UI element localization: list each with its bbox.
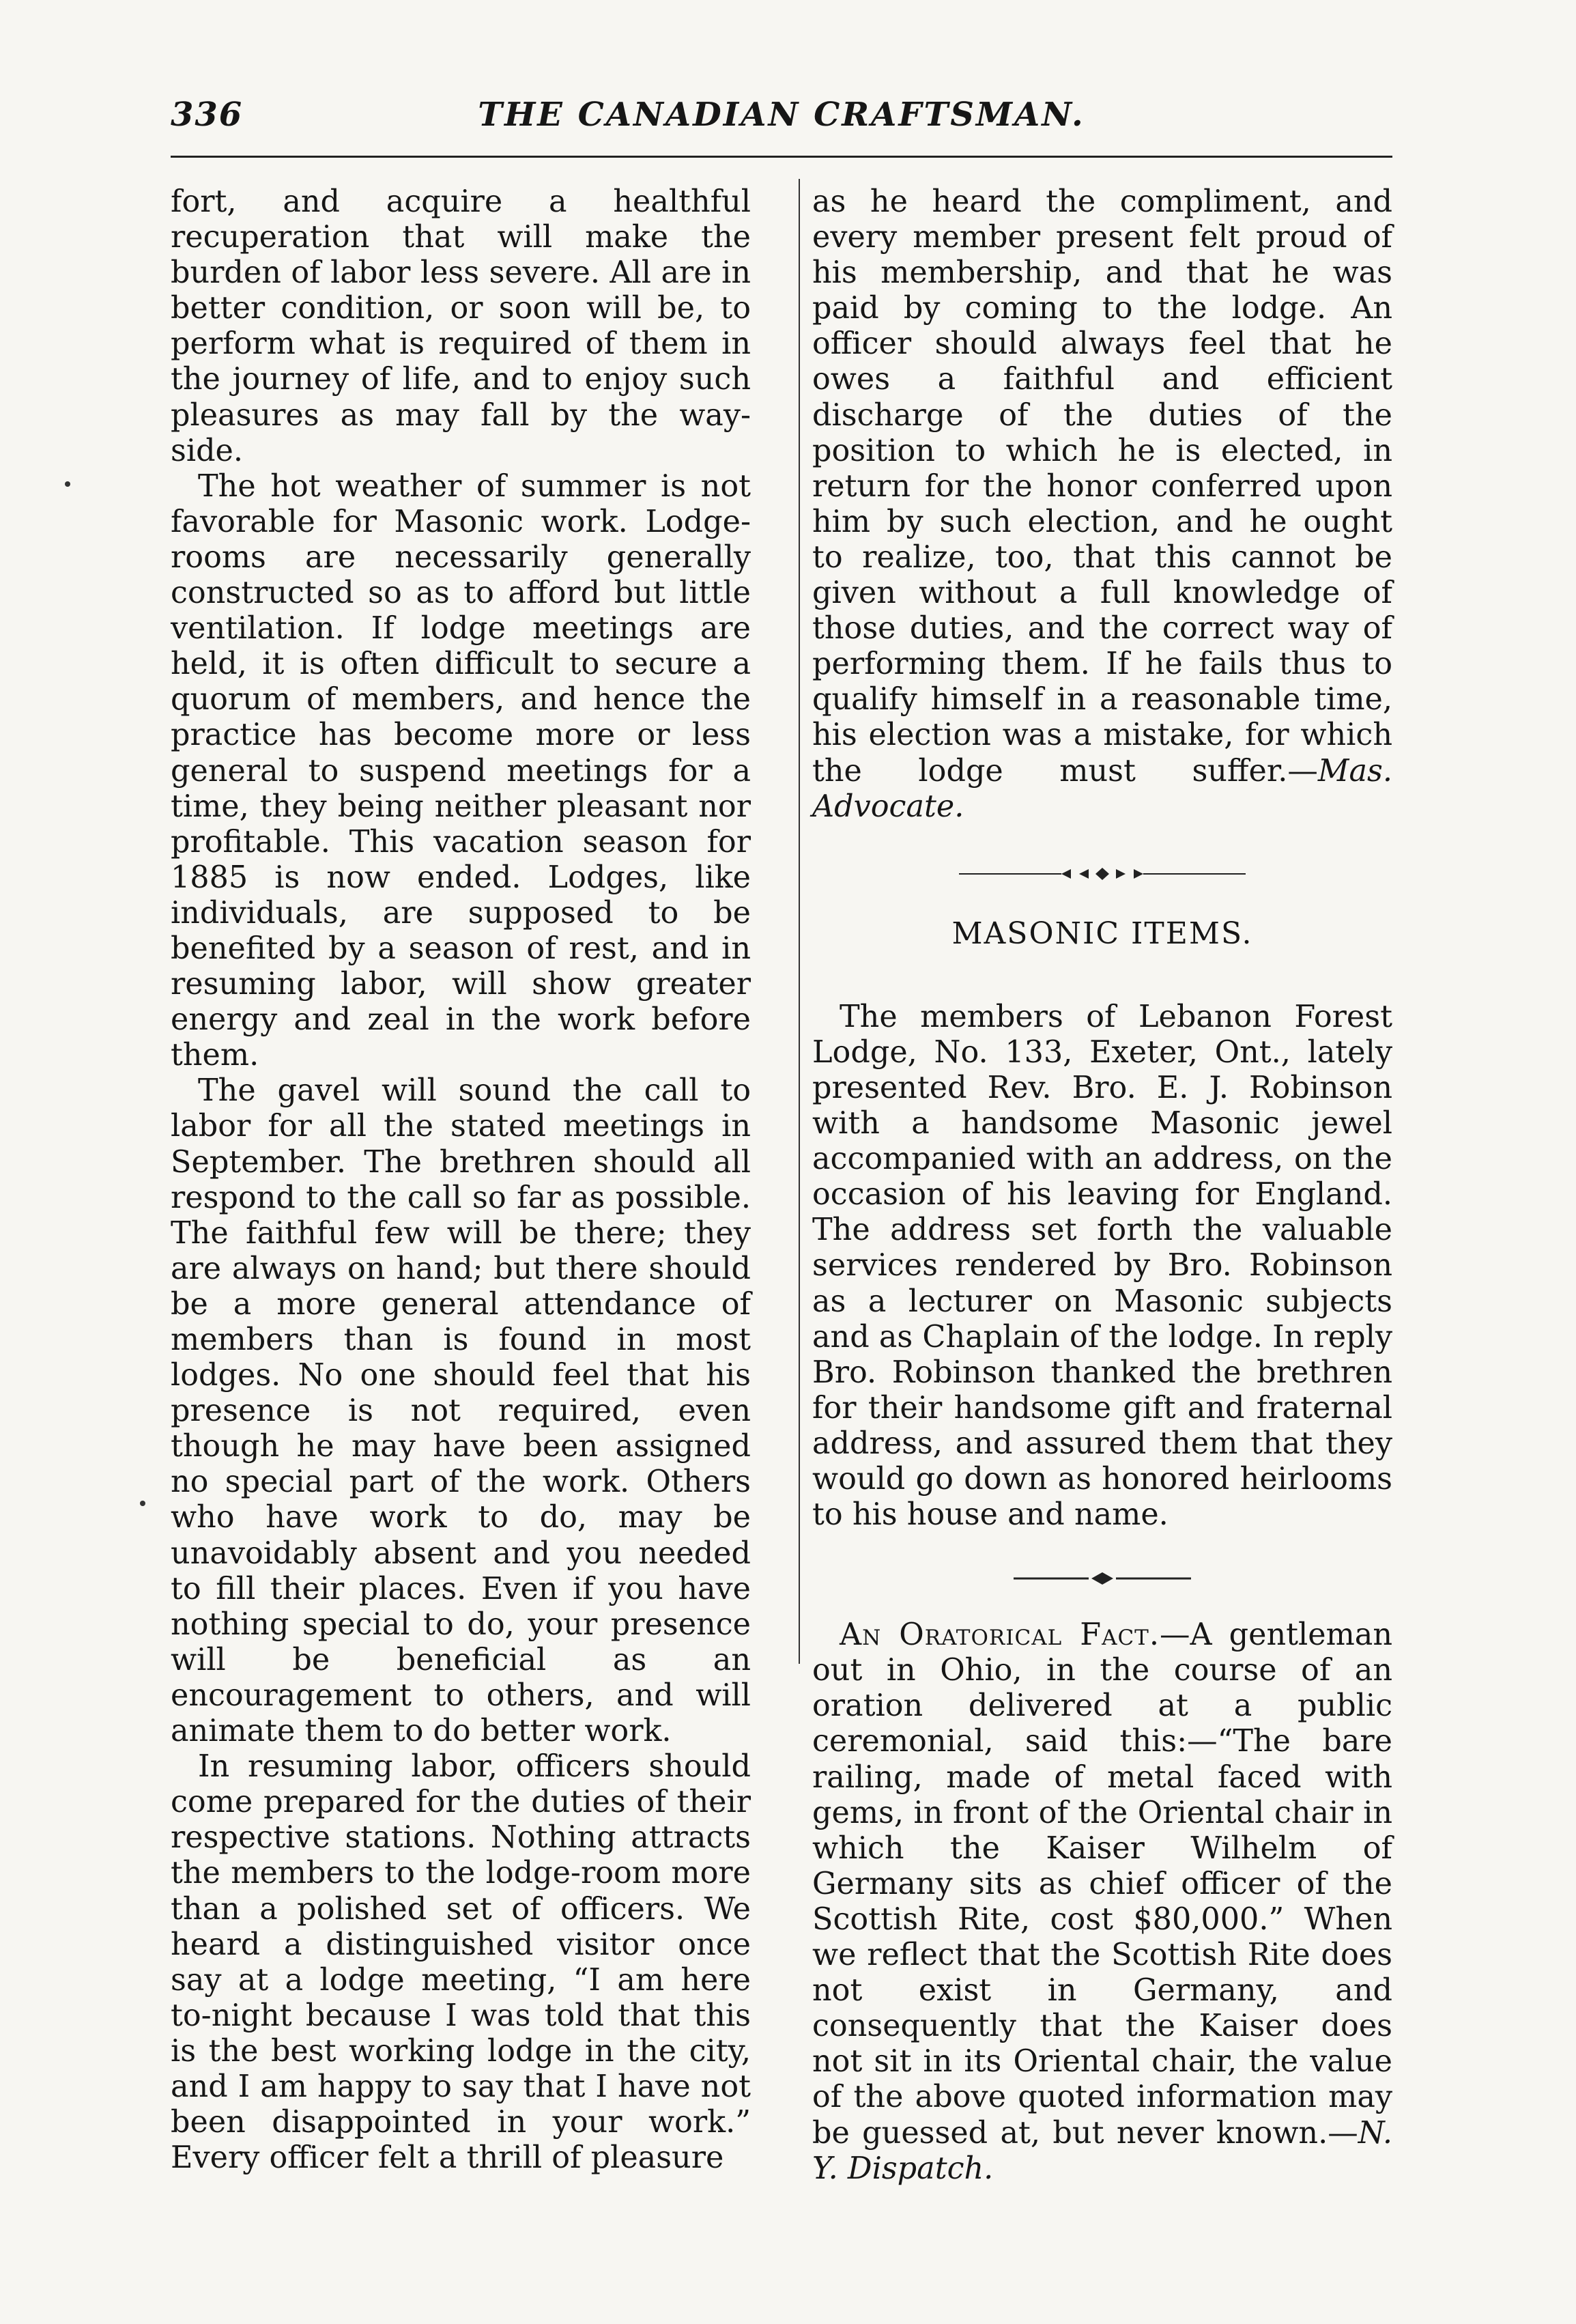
page-number: 336 [171,96,244,134]
news-item: The members of Lebanon Forest Lodge, No. 133, Exeter, Ont., lately presented Rev. Bro. E. J. Robinson with a handsome Masonic jewel accompanied with an address, on the occasion of his leaving for England. The address set forth the valuable services rendered by Bro. Robinson as a lecturer on Masonic subjects and as Chaplain of the lodge. In reply Bro. Robinson thanked the brethren for their handsome gift and fraternal address, and assured them that they would go down as honored heirlooms to his house and name. [812,999,1392,1533]
item-lead-in: An Oratorical Fact. [840,1617,1160,1653]
left-column [171,184,751,2176]
margin-mark [65,481,70,487]
article-paragraph: fort, and acquire a healthful recuperation that will make the burden of labor less severe. All are in better condition, or soon will be, to perform what is required of them in the journey of life, and to enjoy such pleasures as may fall by the way-side. [171,184,751,468]
running-head [171,96,1392,150]
source-credit: Mas. Advocate. [812,753,1392,824]
journal-title: THE CANADIAN CRAFTSMAN. [478,96,1085,134]
column-divider [799,179,800,1664]
item-text: —A gentleman out in Ohio, in the course of an oration delivered at a public ceremonial, said this:—“The bare railing, made of metal faced with gems, in front of the Oriental chair in which the Kaiser Wilhelm of Germany sits as chief officer of the Scottish Rite, cost $80,000.” When we reflect that the Scottish Rite does not exist in Germany, and consequently that the Kaiser does not sit in its Oriental chair, the value of the above quoted information may be guessed at, but never known.— [812,1617,1392,2151]
source-credit: N. Y. Dispatch. [812,2115,1392,2186]
right-column [812,184,1392,2187]
continuation-text: as he heard the compliment, and every member present felt proud of his membership, and that he was paid by coming to the lodge. An officer should always feel that he owes a faithful and efficient discharge of the duties of the position to which he is elected, in return for the honor conferred upon him by such election, and he ought to realize, too, that this cannot be given without a full knowledge of those duties, and the correct way of performing them. If he fails thus to qualify himself in a reasonable time, his election was a mistake, for which the lodge must suffer.— [812,184,1392,789]
ornamental-rule-divider [959,866,1246,882]
article-paragraph: The hot weather of summer is not favorable for Masonic work. Lodge-rooms are necessarily generally constructed so as to afford but little ventilation. If lodge meetings are held, it is often difficult to secure a quorum of members, and hence the practice has become more or less general to suspend meetings for a time, they being neither pleasant nor profitable. This vacation season for 1885 is now ended. Lodges, like individuals, are supposed to be benefited by a season of rest, and in resuming labor, will show greater energy and zeal in the work before them. [171,468,751,1073]
header-rule [171,156,1392,158]
ornamental-rule-divider [1014,1570,1191,1587]
margin-mark [140,1501,145,1506]
article-paragraph: The gavel will sound the call to labor for all the stated meetings in September. The brethren should all respond to the call so far as possible. The faithful few will be there; they are always on hand; but there should be a more general attendance of members than is found in most lodges. No one should feel that his presence is not required, even though he may have been assigned no special part of the work. Others who have work to do, may be unavoidably absent and you needed to fill their places. Even if you have nothing special to do, your presence will be beneficial as an encouragement to others, and will animate them to do better work. [171,1073,751,1749]
section-heading: MASONIC ITEMS. [951,916,1253,951]
news-item [812,1617,1392,2187]
article-paragraph: In resuming labor, officers should come prepared for the duties of their respective stations. Nothing attracts the members to the lodge-room more than a polished set of officers. We heard a distinguished visitor once say at a lodge meeting, “I am here to-night because I was told that this is the best working lodge in the city, and I am happy to say that I have not been disappointed in your work.” Every officer felt a thrill of pleasure [171,1749,751,2176]
article-continuation [812,184,1392,825]
